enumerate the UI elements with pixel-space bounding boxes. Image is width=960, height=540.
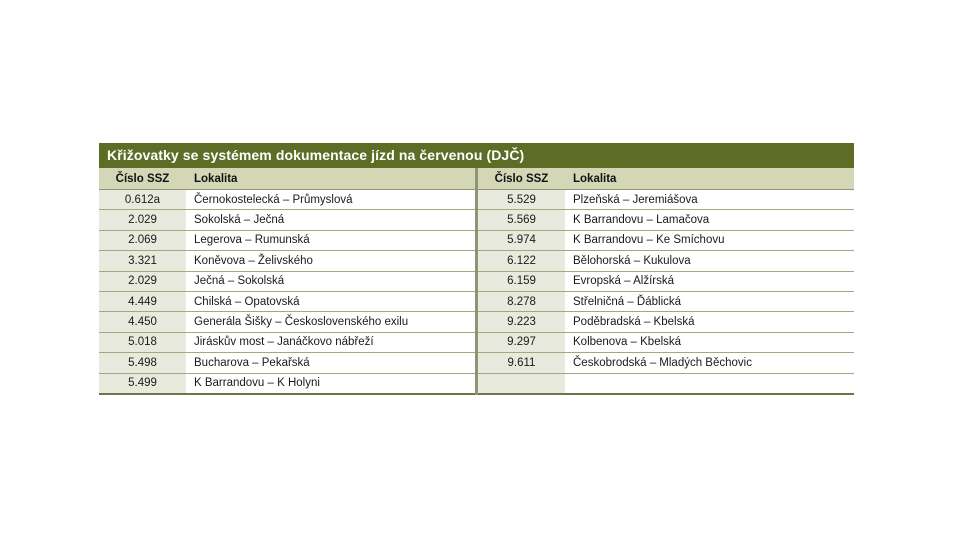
location: Černokostelecká – Průmyslová [186, 190, 475, 210]
intersections-table-panel [99, 143, 854, 395]
ssz-number: 9.223 [478, 312, 565, 332]
location: Ječná – Sokolská [186, 271, 475, 291]
left-table [99, 168, 475, 395]
ssz-number: 0.612a [99, 190, 186, 210]
table-title: Křižovatky se systémem dokumentace jízd na červenou (DJČ) [99, 143, 854, 168]
ssz-number: 6.159 [478, 271, 565, 291]
ssz-number: 9.611 [478, 353, 565, 373]
location: Koněvova – Želivského [186, 251, 475, 271]
table-row [478, 190, 854, 210]
table-row [99, 373, 475, 394]
ssz-number: 5.498 [99, 353, 186, 373]
ssz-number: 2.029 [99, 210, 186, 230]
left-table-half [99, 168, 478, 395]
ssz-number: 5.499 [99, 373, 186, 394]
table-row [99, 291, 475, 311]
ssz-number: 3.321 [99, 251, 186, 271]
table-row [99, 312, 475, 332]
header-row [99, 168, 475, 190]
ssz-number: 6.122 [478, 251, 565, 271]
table-row [99, 271, 475, 291]
location: K Barrandovu – Ke Smíchovu [565, 230, 854, 250]
table-row [478, 230, 854, 250]
right-table [478, 168, 854, 395]
table-row [99, 190, 475, 210]
location: Evropská – Alžírská [565, 271, 854, 291]
location: Generála Šišky – Československého exilu [186, 312, 475, 332]
table-row [99, 353, 475, 373]
ssz-number: 9.297 [478, 332, 565, 352]
location: Poděbradská – Kbelská [565, 312, 854, 332]
location: K Barrandovu – Lamačova [565, 210, 854, 230]
table-row [99, 332, 475, 352]
ssz-number: 5.529 [478, 190, 565, 210]
table-row [478, 251, 854, 271]
location: Bělohorská – Kukulova [565, 251, 854, 271]
header-number: Číslo SSZ [99, 168, 186, 190]
location: Jiráskův most – Janáčkovo nábřeží [186, 332, 475, 352]
table-row [99, 210, 475, 230]
table-row [478, 271, 854, 291]
location: Legerova – Rumunská [186, 230, 475, 250]
table-row [478, 210, 854, 230]
table-row [99, 230, 475, 250]
table-row [478, 353, 854, 373]
location: Bucharova – Pekařská [186, 353, 475, 373]
header-location: Lokalita [186, 168, 475, 190]
location: Plzeňská – Jeremiášova [565, 190, 854, 210]
header-number: Číslo SSZ [478, 168, 565, 190]
table-row [478, 332, 854, 352]
ssz-number [478, 373, 565, 394]
table-row [478, 373, 854, 394]
location: K Barrandovu – K Holyni [186, 373, 475, 394]
ssz-number: 2.069 [99, 230, 186, 250]
location [565, 373, 854, 394]
right-table-half [478, 168, 854, 395]
location: Kolbenova – Kbelská [565, 332, 854, 352]
location: Českobrodská – Mladých Běchovic [565, 353, 854, 373]
location: Střelničná – Ďáblická [565, 291, 854, 311]
table-row [99, 251, 475, 271]
ssz-number: 4.450 [99, 312, 186, 332]
header-location: Lokalita [565, 168, 854, 190]
table-columns [99, 168, 854, 395]
header-row [478, 168, 854, 190]
table-row [478, 291, 854, 311]
location: Sokolská – Ječná [186, 210, 475, 230]
ssz-number: 5.974 [478, 230, 565, 250]
location: Chilská – Opatovská [186, 291, 475, 311]
ssz-number: 8.278 [478, 291, 565, 311]
ssz-number: 5.569 [478, 210, 565, 230]
table-row [478, 312, 854, 332]
ssz-number: 2.029 [99, 271, 186, 291]
ssz-number: 4.449 [99, 291, 186, 311]
ssz-number: 5.018 [99, 332, 186, 352]
